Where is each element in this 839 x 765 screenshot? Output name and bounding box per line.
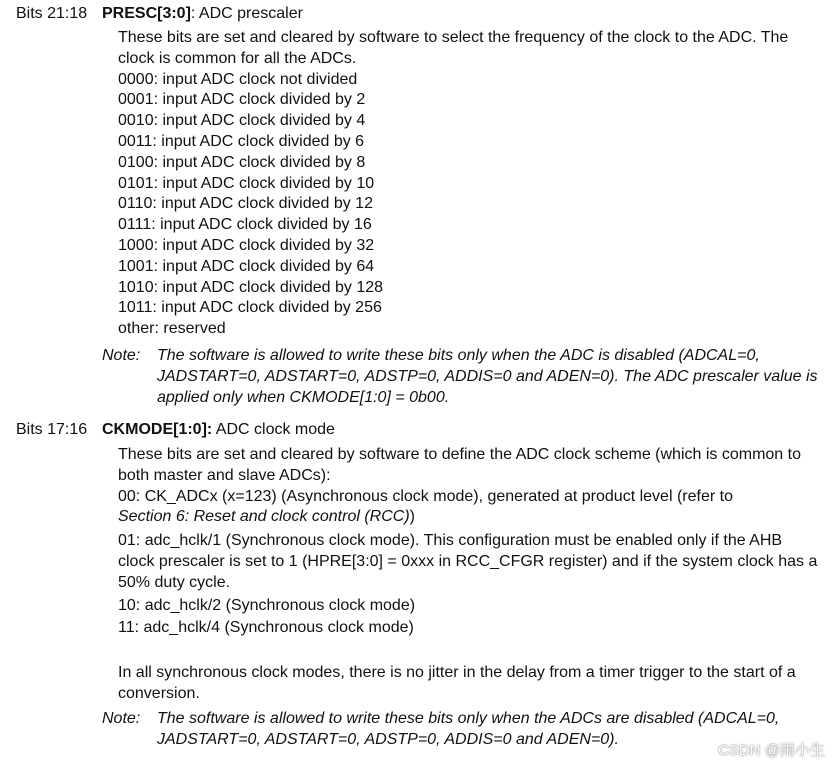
presc-note-text: The software is allowed to write these bits only when the ADC is disabled (ADCAL=0, JADSTART=0, ADSTART=0, ADSTP=0, ADDIS=0 and ADEN=0). The ADC prescaler value is applied only when CKMODE[1:0] = 0b00.: [157, 347, 818, 406]
presc-value-item: 1001: input ADC clock divided by 64: [118, 257, 375, 275]
presc-value-item: 0011: input ADC clock divided by 6: [118, 132, 365, 150]
ckmode-value-11: 11: adc_hclk/4 (Synchronous clock mode): [118, 619, 414, 637]
ckmode-title: ADC clock mode: [212, 421, 335, 438]
presc-value-item: 0110: input ADC clock divided by 12: [118, 195, 373, 213]
presc-title: : ADC prescaler: [190, 5, 303, 22]
ckmode-value-00: [118, 487, 818, 529]
ckmode-header: [16, 420, 335, 440]
ckmode-value-10: 10: adc_hclk/2 (Synchronous clock mode): [118, 596, 416, 614]
presc-value-item: 0001: input ADC clock divided by 2: [118, 91, 366, 109]
csdn-watermark: CSDN @雨小生: [718, 742, 825, 759]
ckmode-note-label: Note:: [102, 710, 141, 727]
ckmode-field-name: CKMODE[1:0]:: [102, 421, 213, 438]
presc-field-name: PRESC[3:0]: [102, 5, 191, 22]
presc-value-item: 1010: input ADC clock divided by 128: [118, 278, 384, 296]
presc-bits: Bits 21:18: [16, 5, 88, 22]
ckmode-description: [118, 445, 818, 705]
ckmode-sync-note: In all synchronous clock modes, there is no jitter in the delay from a timer trigger to the start of a conversion.: [118, 664, 796, 702]
presc-value-item: 0100: input ADC clock divided by 8: [118, 153, 366, 171]
presc-value-item: 0111: input ADC clock divided by 16: [118, 216, 372, 234]
presc-value-item: 1011: input ADC clock divided by 256: [118, 299, 382, 317]
presc-value-item: 0010: input ADC clock divided by 4: [118, 112, 366, 130]
presc-note-label: Note:: [102, 347, 141, 364]
ckmode-value-01: 01: adc_hclk/1 (Synchronous clock mode). This configuration must be enabled only if the AHB clock prescaler is set to 1 (HPRE[3:0] = 0xxx in RCC_CFGR register) and if the system clock has a 50% duty cycle.: [118, 532, 818, 591]
presc-value-item: 0000: input ADC clock not divided: [118, 70, 358, 88]
ckmode-value-00-text: 00: CK_ADCx (x=123) (Asynchronous clock mode), generated at product level (refer to: [118, 487, 733, 505]
ckmode-desc-text: These bits are set and cleared by software to define the ADC clock scheme (which is common to both master and slave ADCs):: [118, 446, 801, 484]
ckmode-value-00-end: ): [409, 508, 415, 526]
rcc-section-ref: Section 6: Reset and clock control (RCC): [118, 508, 410, 526]
presc-desc-text: These bits are set and cleared by software to select the frequency of the clock to the ADC. The clock is common for all the ADCs.: [118, 29, 789, 67]
presc-description: [118, 28, 818, 340]
ckmode-note-text: The software is allowed to write these bits only when the ADCs are disabled (ADCAL=0, JADSTART=0, ADSTART=0, ADSTP=0, ADDIS=0 and ADEN=0).: [157, 710, 780, 748]
presc-header: [16, 4, 303, 24]
presc-value-item: other: reserved: [118, 320, 226, 338]
presc-value-item: 1000: input ADC clock divided by 32: [118, 236, 375, 254]
presc-value-item: 0101: input ADC clock divided by 10: [118, 174, 375, 192]
presc-value-list: [118, 70, 818, 340]
ckmode-bits: Bits 17:16: [16, 421, 88, 438]
